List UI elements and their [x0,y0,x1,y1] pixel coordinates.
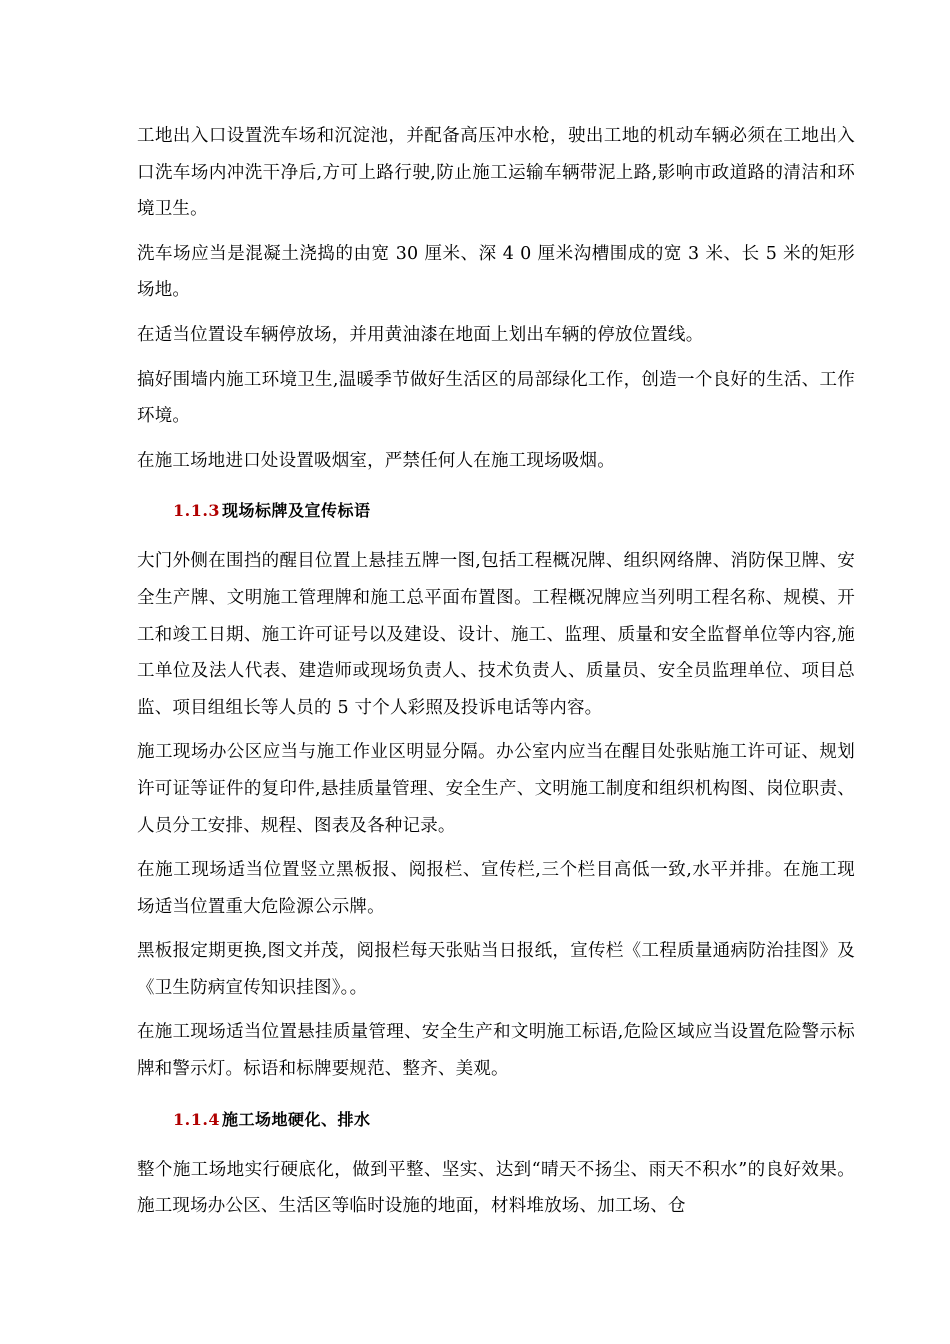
section-title: 现场标牌及宣传标语 [222,501,371,521]
paragraph: 搞好围墙内施工环境卫生,温暖季节做好生活区的局部绿化工作，创造一个良好的生活、工作环境。 [137,369,855,427]
section-title: 施工场地硬化、排水 [222,1109,371,1129]
spacer [137,535,855,543]
paragraph: 在施工场地进口处设置吸烟室，严禁任何人在施工现场吸烟。 [137,450,615,471]
paragraph: 施工现场办公区应当与施工作业区明显分隔。办公室内应当在醒目处张贴施工许可证、规划许可证等证件的复印件,悬挂质量管理、安全生产、文明施工制度和组织机构图、岗位职责、人员分工安排、规程、图表及各种记录。 [137,742,855,836]
paragraph: 洗车场应当是混凝土浇捣的由宽 30 厘米、深 4 0 厘米沟槽围成的宽 3 米、长 5 米的矩形场地。 [137,243,855,301]
paragraph: 大门外侧在围挡的醒目位置上悬挂五牌一图,包括工程概况牌、组织网络牌、消防保卫牌、安全生产牌、文明施工管理牌和施工总平面布置图。工程概况牌应当列明工程名称、规模、开工和竣工日期、施工许可证号以及建设、设计、施工、监理、质量和安全监督单位等内容,施工单位及法人代表、建造师或现场负责人、技术负责人、质量员、安全员监理单位、项目总监、项目组组长等人员的 5 寸个人彩照及投诉电话等内容。 [137,551,855,718]
paragraph: 黑板报定期更换,图文并茂，阅报栏每天张贴当日报纸，宣传栏《工程质量通病防治挂图》及《卫生防病宣传知识挂图》。。 [137,941,855,998]
paragraph: 在适当位置设车辆停放场，并用黄油漆在地面上划出车辆的停放位置线。 [137,324,704,345]
section-number: 1.1.3 [173,501,221,521]
section-number: 1.1.4 [173,1109,221,1129]
section-heading-1-1-4 [137,1096,855,1144]
spacer [137,1144,855,1152]
section-heading-1-1-3 [137,487,855,535]
paragraph: 工地出入口设置洗车场和沉淀池，并配备高压冲水枪，驶出工地的机动车辆必须在工地出入口洗车场内冲洗干净后,方可上路行驶,防止施工运输车辆带泥上路,影响市政道路的清洁和环境卫生。 [137,126,855,220]
paragraph: 整个施工场地实行硬底化，做到平整、坚实、达到“晴天不扬尘、雨天不积水”的良好效果。施工现场办公区、生活区等临时设施的地面，材料堆放场、加工场、仓 [137,1159,855,1217]
document-body [137,118,855,1233]
paragraph: 在施工现场适当位置悬挂质量管理、安全生产和文明施工标语,危险区域应当设置危险警示标牌和警示灯。标语和标牌要规范、整齐、美观。 [137,1022,855,1080]
paragraph: 在施工现场适当位置竖立黑板报、阅报栏、宣传栏,三个栏目高低一致,水平并排。在施工现场适当位置重大危险源公示牌。 [137,860,855,917]
